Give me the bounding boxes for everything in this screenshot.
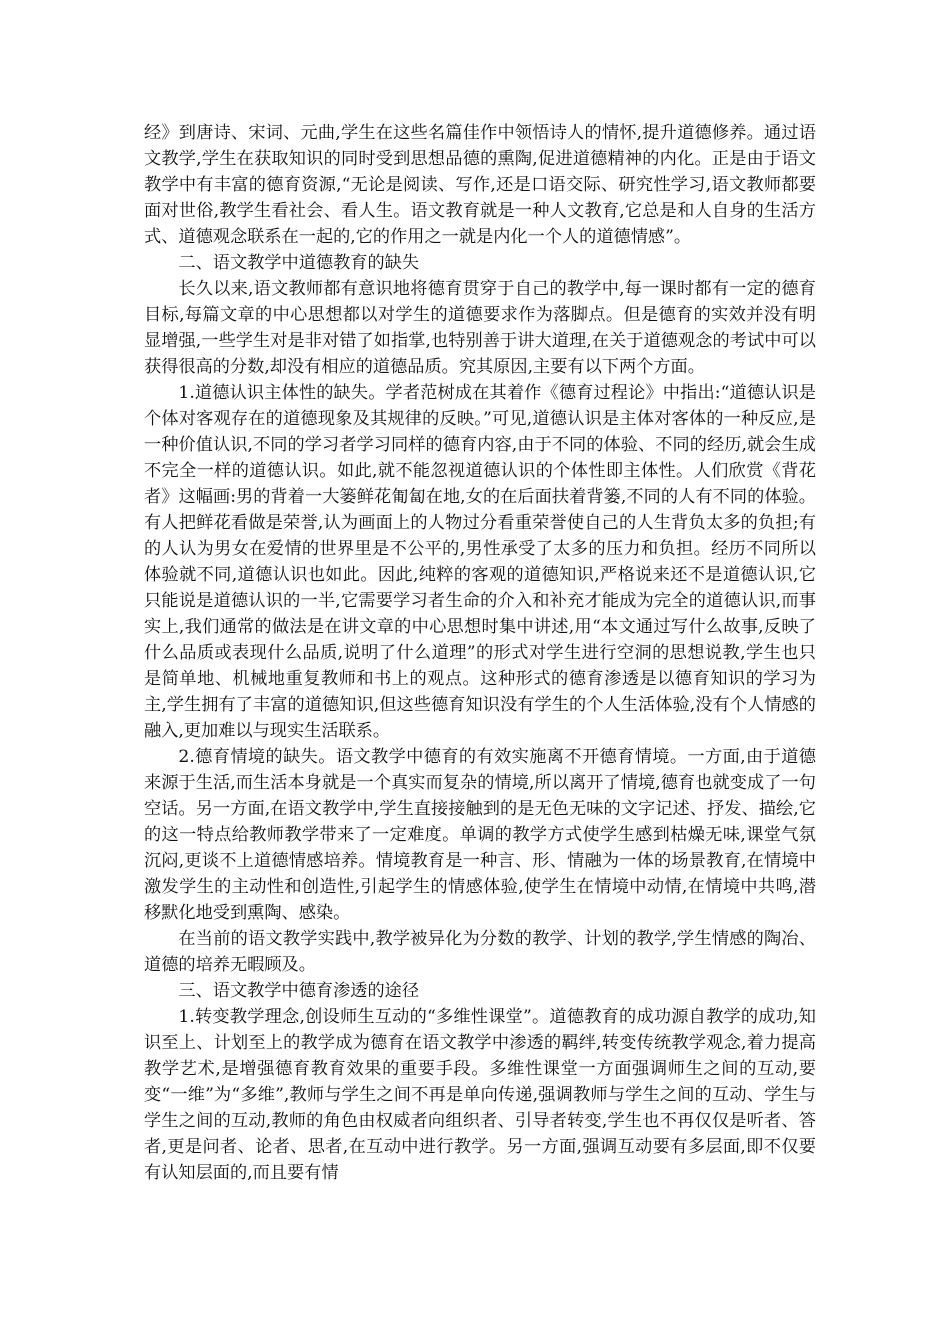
paragraph: 1.道德认识主体性的缺失。学者范树成在其着作《德育过程论》中指出:“道德认识是个体对客观存在的道德现象及其规律的反映。”可见,道德认识是主体对客体的一种反应,是一种价值认识,不同的学习者学习同样的德育内容,由于不同的体验、不同的经历,就会生成不完全一样的道德认识。如此,就不能忽视道德认识的个体性即主体性。人们欣赏《背花者》这幅画:男的背着一大篓鲜花匍匐在地,女的在后面扶着背篓,不同的人有不同的体验。有人把鲜花看做是荣誉,认为画面上的人物过分看重荣誉使自己的人生背负太多的负担;有的人认为男女在爱情的世界里是不公平的,男性承受了太多的压力和负担。经历不同所以体验就不同,道德认识也如此。因此,纯粹的客观的道德知识,严格说来还不是道德认识,它只能说是道德认识的一半,它需要学习者生命的介入和补充才能成为完全的道德认识,而事实上,我们通常的做法是在讲文章的中心思想时集中讲述,用“本文通过写什么故事,反映了什么品质或表现什么品质,说明了什么道理”的形式对学生进行空洞的思想说教,学生也只是简单地、机械地重复教师和书上的观点。这种形式的德育渗透是以德育知识的学习为主,学生拥有了丰富的道德知识,但这些德育知识没有学生的个人生活体验,没有个人情感的融入,更加难以与现实生活联系。 xyxy=(144,383,816,741)
paragraph: 在当前的语文教学实践中,教学被异化为分数的教学、计划的教学,学生情感的陶冶、道德的培养无暇顾及。 xyxy=(144,929,816,975)
section-heading-3: 三、语文教学中德育渗透的途径 xyxy=(178,981,420,1001)
paragraph: 长久以来,语文教师都有意识地将德育贯穿于自己的教学中,每一课时都有一定的德育目标,每篇文章的中心思想都以对学生的道德要求作为落脚点。但是德育的实效并没有明显增强,一些学生对是非对错了如指掌,也特别善于讲大道理,在关于道德观念的考试中可以获得很高的分数,却没有相应的道德品质。究其原因,主要有以下两个方面。 xyxy=(144,279,816,377)
paragraph: 1.转变教学理念,创设师生互动的“多维性课堂”。道德教育的成功源自教学的成功,知识至上、计划至上的教学成为德育在语文教学中渗透的羁绊,转变传统教学观念,着力提高教学艺术,是增强德育教育效果的重要手段。多维性课堂一方面强调师生之间的互动,要变“一维”为“多维”,教师与学生之间不再是单向传递,强调教师与学生之间的互动、学生与学生之间的互动,教师的角色由权威者向组织者、引导者转变,学生也不再仅仅是听者、答者,更是问者、论者、思者,在互动中进行教学。另一方面,强调互动要有多层面,即不仅要有认知层面的,而且要有情 xyxy=(144,1007,816,1183)
document-page xyxy=(144,120,816,1186)
section-heading-2: 二、语文教学中道德教育的缺失 xyxy=(178,253,420,273)
paragraph: 2.德育情境的缺失。语文教学中德育的有效实施离不开德育情境。一方面,由于道德来源于生活,而生活本身就是一个真实而复杂的情境,所以离开了情境,德育也就变成了一句空话。另一方面,在语文教学中,学生直接接触到的是无色无味的文字记述、抒发、描绘,它的这一特点给教师教学带来了一定难度。单调的教学方式使学生感到枯燥无味,课堂气氛沉闷,更谈不上道德情感培养。情境教育是一种言、形、情融为一体的场景教育,在情境中激发学生的主动性和创造性,引起学生的情感体验,使学生在情境中动情,在情境中共鸣,潜移默化地受到熏陶、感染。 xyxy=(144,747,816,923)
paragraph-continuation: 经》到唐诗、宋词、元曲,学生在这些名篇佳作中领悟诗人的情怀,提升道德修养。通过语文教学,学生在获取知识的同时受到思想品德的熏陶,促进道德精神的内化。正是由于语文教学中有丰富的德育资源,“无论是阅读、写作,还是口语交际、研究性学习,语文教师都要面对世俗,教学生看社会、看人生。语文教育就是一种人文教育,它总是和人自身的生活方式、道德观念联系在一起的,它的作用之一就是内化一个人的道德情感”。 xyxy=(144,123,816,247)
